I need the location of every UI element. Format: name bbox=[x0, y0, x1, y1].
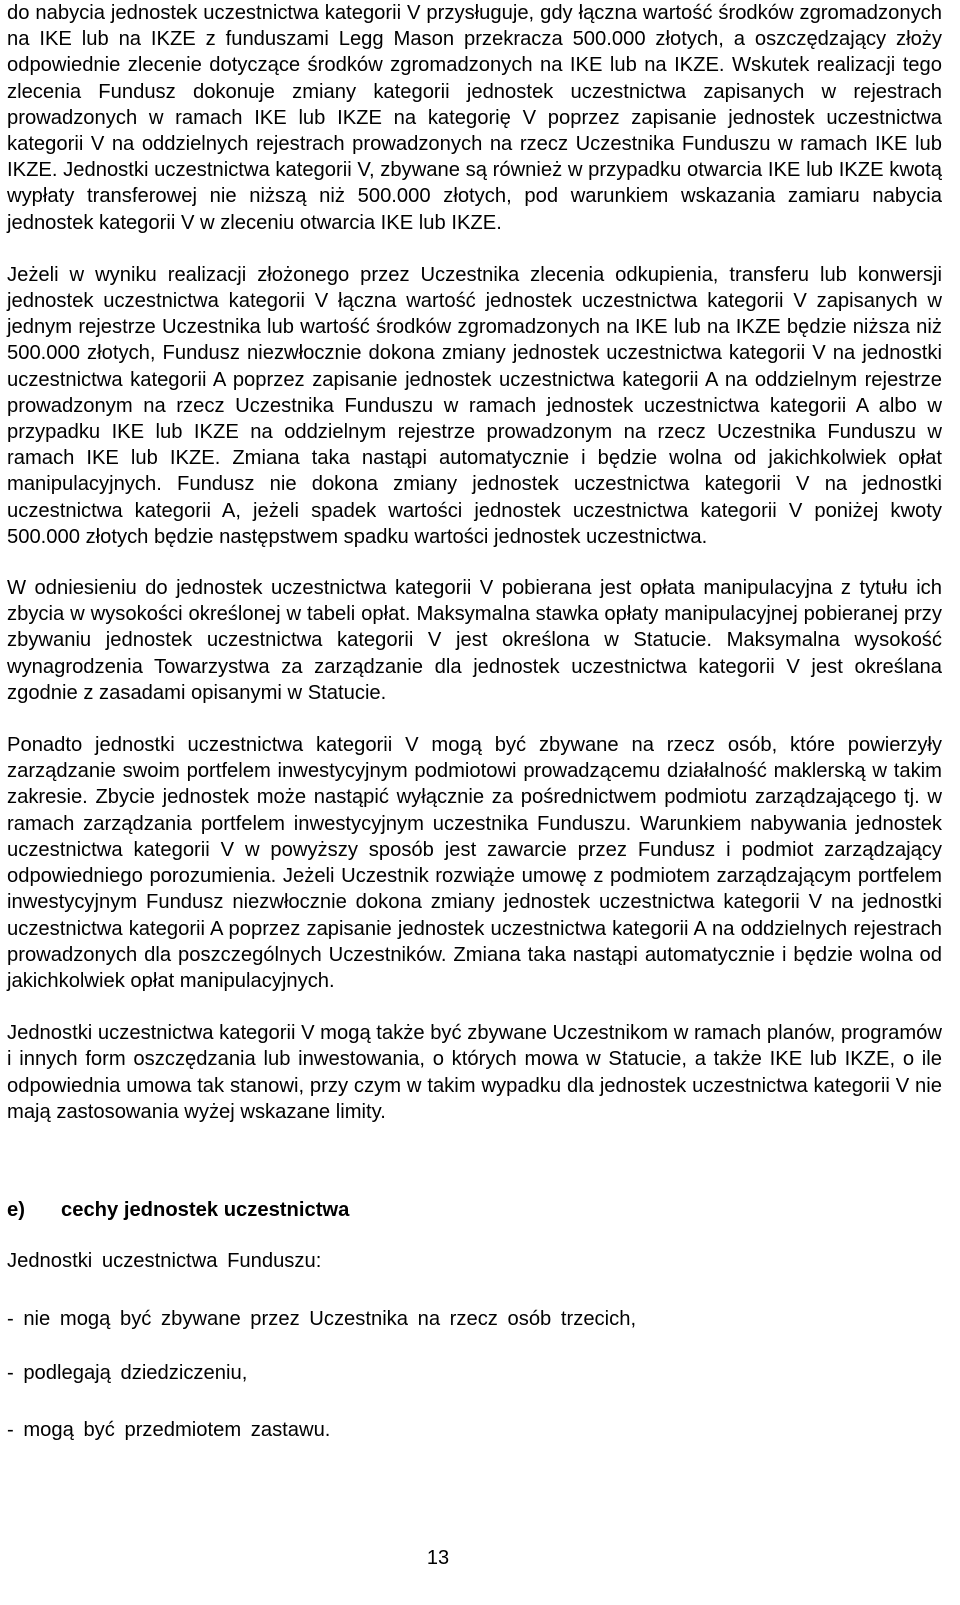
list-item-no-transfer: - nie mogą być zbywane przez Uczestnika na rzecz osób trzecich, bbox=[7, 1308, 637, 1331]
paragraph-savings-plans: Jednostki uczestnictwa kategorii V mogą także być zbywane Uczestnikom w ramach planów, programów i innych form oszczędzania lub inwestowania, o których mowa w Statucie, a także IKE lub IKZE, o ile odpowiednia umowa tak stanowi, przy czym w takim wypadku dla jednostek uczestnictwa kategorii V nie mają zastosowania wyżej wskazane limity. bbox=[7, 1022, 942, 1123]
paragraph-category-v-conversion: Jeżeli w wyniku realizacji złożonego przez Uczestnika zlecenia odkupienia, transferu lub konwersji jednostek uczestnictwa kategorii V łączna wartość jednostek uczestnictwa kategorii V zapisanych w jednym rejestrze Uczestnika lub wartość środków zgromadzonych na IKE lub na IKZE będzie niższa niż 500.000 złotych, Fundusz niezwłocznie dokona zmiany jednostek uczestnictwa kategorii V na jednostki uczestnictwa kategorii A poprzez zapisanie jednostek uczestnictwa kategorii A na oddzielnym rejestrze prowadzonym na rzecz Uczestnika Funduszu w ramach jednostek uczestnictwa kategorii A albo w przypadku IKE lub IKZE na oddzielnym rejestrze prowadzonym na rzecz Uczestnika Funduszu w ramach IKE lub IKZE. Zmiana taka nastąpi automatycznie i będzie wolna od jakichkolwiek opłat manipulacyjnych. Fundusz nie dokona zmiany jednostek uczestnictwa kategorii V na jednostki uczestnictwa kategorii A, jeżeli spadek wartości jednostek uczestnictwa kategorii V poniżej kwoty 500.000 złotych będzie następstwem spadku wartości jednostek uczestnictwa. bbox=[7, 263, 942, 548]
list-item-inheritance: - podlegają dziedziczeniu, bbox=[7, 1361, 248, 1384]
paragraph-category-v-ike-ikze: do nabycia jednostek uczestnictwa kategorii V przysługuje, gdy łączna wartość środków zgromadzonych na IKE lub na IKZE z funduszami Legg Mason przekracza 500.000 złotych, a oszczędzający złoży odpowiednie zlecenie dotyczące środków zgromadzonych na IKE lub na IKZE. Wskutek realizacji tego zlecenia Fundusz dokonuje zmiany kategorii jednostek uczestnictwa zapisanych w rejestrach prowadzonych w ramach IKE lub IKZE na kategorię V poprzez zapisanie jednostek uczestnictwa kategorii V na oddzielnych rejestrach prowadzonych na rzecz Uczestnika Funduszu w ramach IKE lub IKZE. Jednostki uczestnictwa kategorii V, zbywane są również w przypadku otwarcia IKE lub IKZE kwotą wypłaty transferowej nie niższą niż 500.000 złotych, pod warunkiem wskazania zamiaru nabycia jednostek kategorii V w zleceniu otwarcia IKE lub IKZE. bbox=[7, 2, 942, 234]
page-number: 13 bbox=[426, 1547, 450, 1569]
paragraph-handling-fee: W odniesieniu do jednostek uczestnictwa kategorii V pobierana jest opłata manipulacyjna z tytułu ich zbycia w wysokości określonej w tabeli opłat. Maksymalna stawka opłaty manipulacyjnej pobieranej przy zbywaniu jednostek uczestnictwa kategorii V jest określona w Statucie. Maksymalna wysokość wynagrodzenia Towarzystwa za zarządzanie dla jednostek uczestnictwa kategorii V jest określana zgodnie z zasadami opisanymi w Statucie. bbox=[7, 577, 942, 704]
section-heading bbox=[7, 1197, 942, 1223]
list-item-pledge: - mogą być przedmiotem zastawu. bbox=[7, 1418, 331, 1441]
units-intro: Jednostki uczestnictwa Funduszu: bbox=[7, 1250, 322, 1273]
section-letter: e) bbox=[7, 1198, 25, 1221]
section-title: cechy jednostek uczestnictwa bbox=[61, 1198, 350, 1221]
paragraph-portfolio-management: Ponadto jednostki uczestnictwa kategorii V mogą być zbywane na rzecz osób, które powierzyły zarządzanie swoim portfelem inwestycyjnym podmiotowi prowadzącemu działalność maklerską w takim zakresie. Zbycie jednostek może nastąpić wyłącznie za pośrednictwem podmiotu zarządzającego tj. w ramach zarządzania portfelem inwestycyjnym uczestnika Funduszu. Warunkiem nabywania jednostek uczestnictwa kategorii V w powyższy sposób jest zawarcie przez Fundusz i podmiot zarządzający odpowiedniego porozumienia. Jeżeli Uczestnik rozwiąże umowę z podmiotem zarządzającym portfelem inwestycyjnym Fundusz niezwłocznie dokona zmiany jednostek uczestnictwa kategorii V na jednostki uczestnictwa kategorii A poprzez zapisanie jednostek uczestnictwa kategorii A na oddzielnych rejestrach prowadzonych dla poszczególnych Uczestników. Zmiana taka nastąpi automatycznie i będzie wolna od jakichkolwiek opłat manipulacyjnych. bbox=[7, 734, 942, 992]
